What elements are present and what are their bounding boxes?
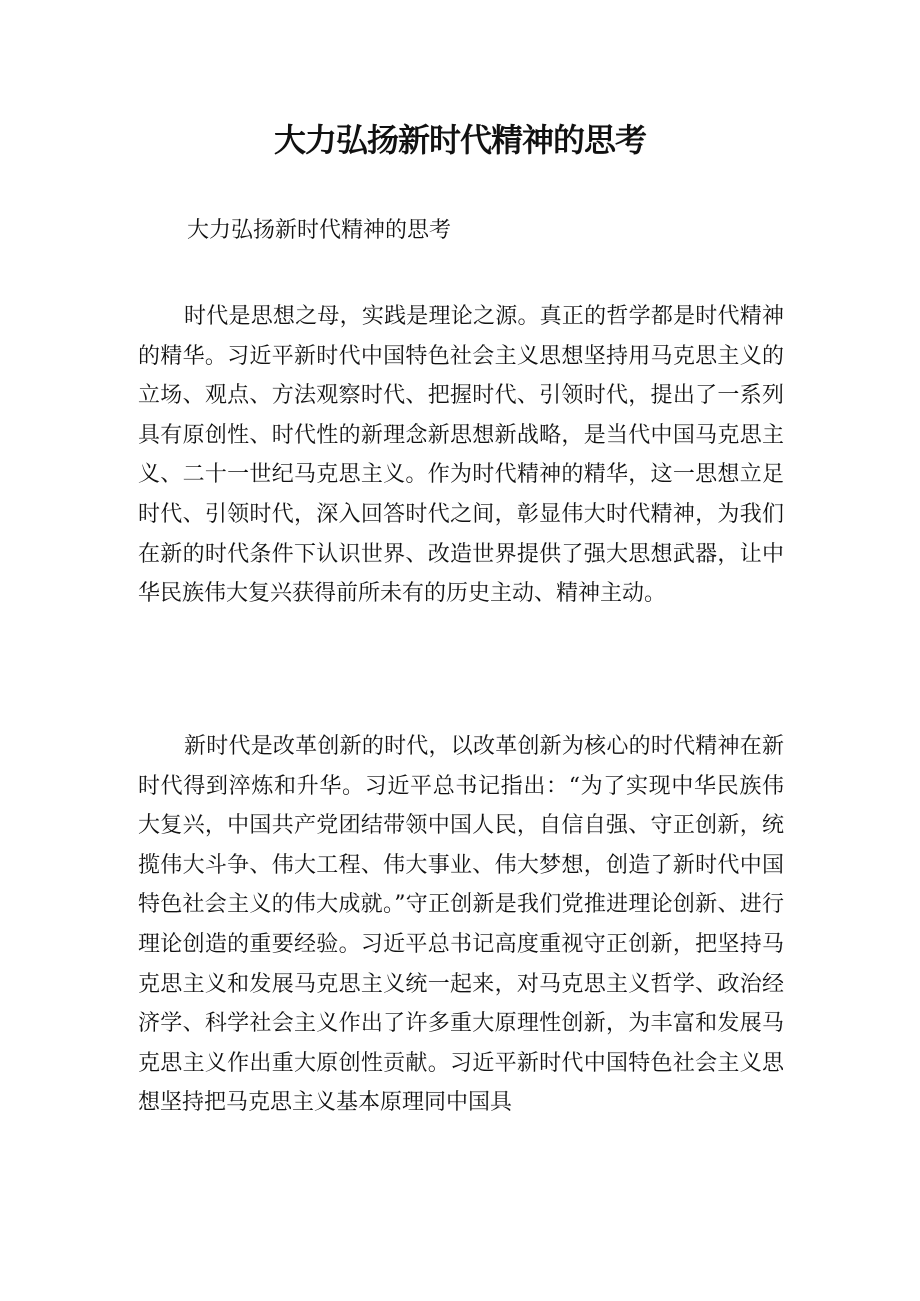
document-subtitle: 大力弘扬新时代精神的思考 <box>187 218 452 243</box>
paragraph-1: 时代是思想之母，实践是理论之源。真正的哲学都是时代精神的精华。习近平新时代中国特色社会主义思想坚持用马克思主义的立场、观点、方法观察时代、把握时代、引领时代，提出了一系列具有原创性、时代性的新理念新思想新战略，是当代中国马克思主义、二十一世纪马克思主义。作为时代精神的精华，这一思想立足时代、引领时代，深入回答时代之间，彰显伟大时代精神，为我们在新的时代条件下认识世界、改造世界提供了强大思想武器，让中华民族伟大复兴获得前所未有的历史主动、精神主动。 <box>138 304 784 607</box>
paragraph-2: 新时代是改革创新的时代，以改革创新为核心的时代精神在新时代得到淬炼和升华。习近平总书记指出：“为了实现中华民族伟大复兴，中国共产党团结带领中国人民，自信自强、守正创新，统揽伟大斗争、伟大工程、伟大事业、伟大梦想，创造了新时代中国特色社会主义的伟大成就。”守正创新是我们党推进理论创新、进行理论创造的重要经验。习近平总书记高度重视守正创新，把坚持马克思主义和发展马克思主义统一起来，对马克思主义哲学、政治经济学、科学社会主义作出了许多重大原理性创新，为丰富和发展马克思主义作出重大原创性贡献。习近平新时代中国特色社会主义思想坚持把马克思主义基本原理同中国具 <box>138 734 784 1116</box>
document-title: 大力弘扬新时代精神的思考 <box>273 121 646 159</box>
